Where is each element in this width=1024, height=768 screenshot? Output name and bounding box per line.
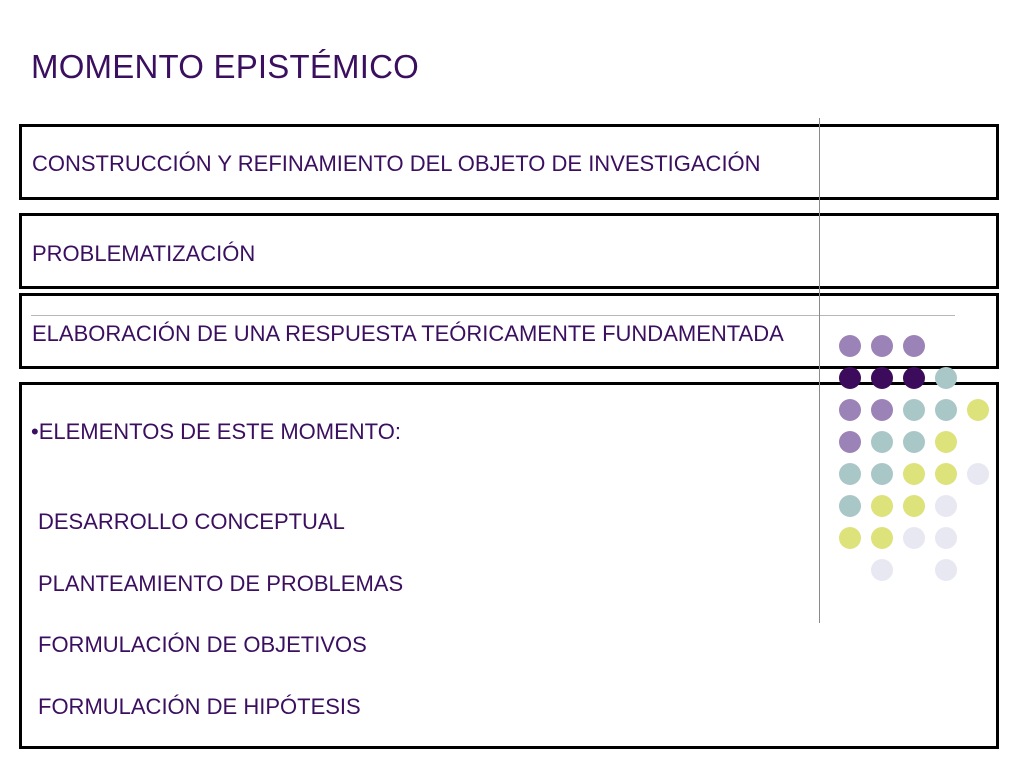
box-elementos — [19, 382, 999, 749]
box-construccion-label: CONSTRUCCIÓN Y REFINAMIENTO DEL OBJETO DE INVESTIGACIÓN — [32, 151, 761, 176]
element-item-desarrollo: DESARROLLO CONCEPTUAL — [38, 509, 345, 534]
box-problematizacion — [19, 213, 999, 289]
box-elaboracion-label: ELABORACIÓN DE UNA RESPUESTA TEÓRICAMENTE FUNDAMENTADA — [32, 321, 784, 346]
box-problematizacion-label: PROBLEMATIZACIÓN — [32, 241, 256, 266]
slide-title: MOMENTO EPISTÉMICO — [31, 48, 420, 85]
horizontal-rule — [31, 315, 955, 316]
element-item-objetivos: FORMULACIÓN DE OBJETIVOS — [38, 632, 367, 657]
element-item-planteamiento: PLANTEAMIENTO DE PROBLEMAS — [38, 571, 404, 596]
box-elaboracion — [19, 293, 999, 369]
box-construccion — [19, 124, 999, 200]
element-item-hipotesis: FORMULACIÓN DE HIPÓTESIS — [38, 694, 361, 719]
elements-heading: •ELEMENTOS DE ESTE MOMENTO: — [31, 419, 401, 444]
vertical-rule — [819, 118, 820, 623]
